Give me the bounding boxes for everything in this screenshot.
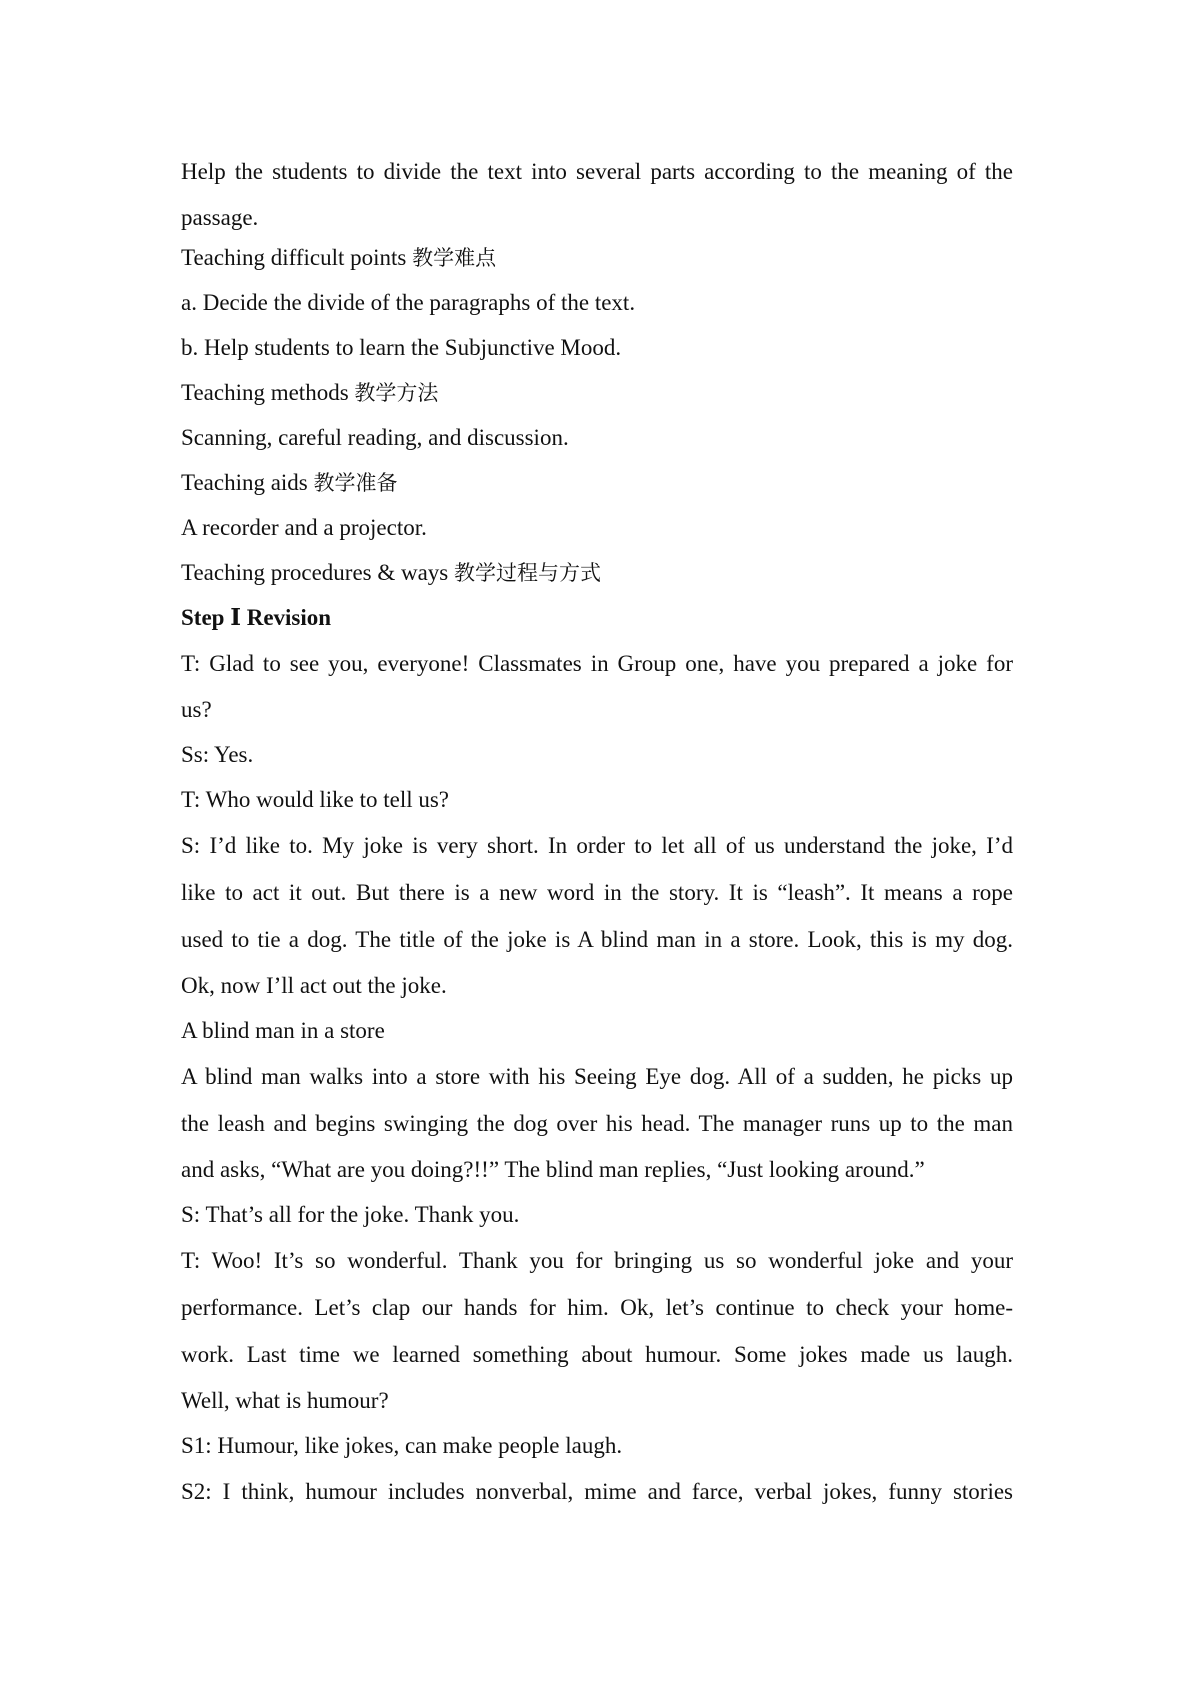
student-2-humour: S2: I think, humour includes nonverbal, mime and farce, verbal jokes, funny stories: [181, 1479, 1013, 1504]
step-1-heading: Step Ⅰ Revision: [181, 605, 332, 630]
intro-line-1: Help the students to divide the text into several parts according to the meaning of the: [181, 159, 1013, 184]
procedures-heading-zh: 教学过程与方式: [454, 561, 602, 585]
teacher-line-3a: T: Woo! It’s so wonderful. Thank you for bringing us so wonderful joke and your: [181, 1248, 1013, 1273]
joke-line-2: the leash and begins swinging the dog over his head. The manager runs up to the man: [181, 1111, 1013, 1136]
aids-heading-zh: 教学准备: [313, 471, 398, 495]
teacher-line-3b: performance. Let’s clap our hands for him. Ok, let’s continue to check your home-: [181, 1295, 1013, 1320]
intro-line-2: passage.: [181, 205, 259, 230]
student-line-1a: S: I’d like to. My joke is very short. In order to let all of us understand the joke, I’d: [181, 833, 1013, 858]
difficult-points-heading: [181, 235, 1013, 280]
student-line-1d: Ok, now I’ll act out the joke.: [181, 973, 447, 998]
teacher-line-1b: us?: [181, 697, 212, 722]
student-line-1c: used to tie a dog. The title of the joke is A blind man in a store. Look, this is my dog.: [181, 927, 1013, 952]
difficult-points-heading-zh: 教学难点: [412, 246, 497, 270]
teacher-line-3d: Well, what is humour?: [181, 1388, 389, 1413]
aids-heading-en: Teaching aids: [181, 470, 314, 495]
methods-heading: [181, 370, 1013, 415]
joke-line-3: and asks, “What are you doing?!!” The blind man replies, “Just looking around.”: [181, 1157, 925, 1182]
difficult-points-heading-en: Teaching difficult points: [181, 245, 413, 270]
aids-heading: [181, 460, 1013, 505]
difficult-point-b: b. Help students to learn the Subjunctive Mood.: [181, 335, 622, 360]
procedures-heading-en: Teaching procedures & ways: [181, 560, 455, 585]
teacher-line-2: T: Who would like to tell us?: [181, 787, 450, 812]
students-reply-1: Ss: Yes.: [181, 742, 254, 767]
joke-title: A blind man in a store: [181, 1018, 385, 1043]
student-line-2: S: That’s all for the joke. Thank you.: [181, 1202, 520, 1227]
aids-text: A recorder and a projector.: [181, 515, 427, 540]
teacher-line-1a: T: Glad to see you, everyone! Classmates in Group one, have you prepared a joke for: [181, 651, 1013, 676]
methods-heading-zh: 教学方法: [354, 381, 439, 405]
document-body: [181, 148, 1013, 1515]
student-1-humour: S1: Humour, like jokes, can make people laugh.: [181, 1433, 623, 1458]
teacher-line-3c: work. Last time we learned something about humour. Some jokes made us laugh.: [181, 1342, 1013, 1367]
joke-line-1: A blind man walks into a store with his Seeing Eye dog. All of a sudden, he picks up: [181, 1064, 1013, 1089]
methods-text: Scanning, careful reading, and discussion.: [181, 425, 569, 450]
methods-heading-en: Teaching methods: [181, 380, 355, 405]
student-line-1b: like to act it out. But there is a new word in the story. It is “leash”. It means a rope: [181, 880, 1013, 905]
procedures-heading: [181, 550, 1013, 595]
difficult-point-a: a. Decide the divide of the paragraphs of the text.: [181, 290, 636, 315]
